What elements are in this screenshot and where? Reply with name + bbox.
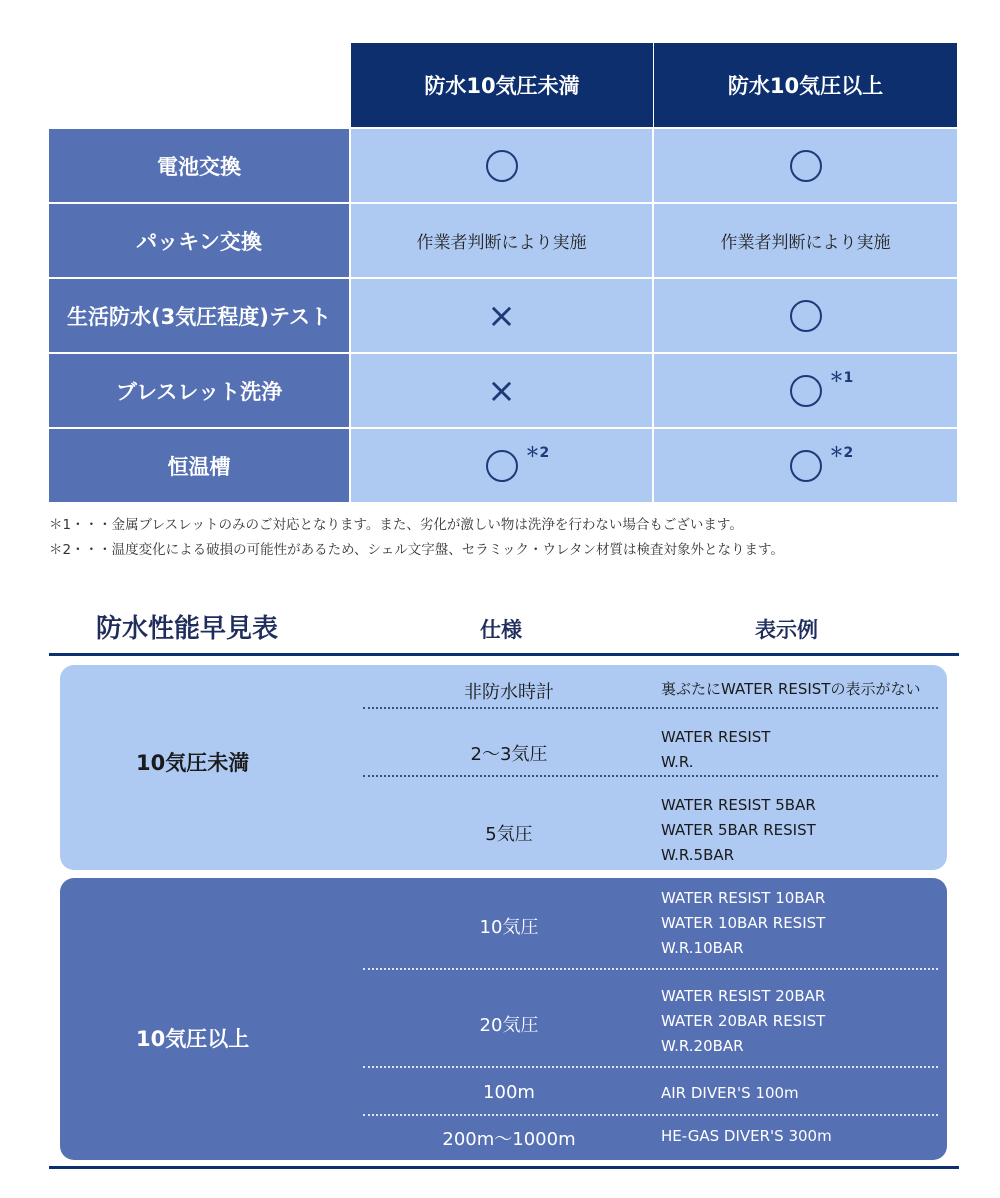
circle-mark-icon	[486, 444, 550, 482]
group-label: 10気圧以上	[136, 1027, 250, 1051]
header-under-10atm: 防水10気圧未満	[351, 43, 654, 127]
dotted-divider	[363, 707, 938, 709]
header-over-10atm: 防水10気圧以上	[654, 43, 957, 127]
example-text: WATER 5BAR RESIST	[661, 821, 816, 839]
cross-mark-icon: ×	[487, 370, 516, 411]
example-text: AIR DIVER'S 100m	[661, 1084, 799, 1102]
circle-mark-icon	[790, 300, 822, 332]
example-text: W.R.10BAR	[661, 939, 744, 957]
cell-under	[351, 127, 654, 202]
cell-under	[351, 277, 654, 352]
column-header-example: 表示例	[755, 618, 818, 642]
example-list	[661, 793, 816, 868]
example-list	[661, 725, 770, 775]
example-text: W.R.	[661, 753, 694, 771]
dotted-divider	[363, 1114, 938, 1116]
group-under-10atm	[60, 665, 947, 870]
cell-text: 作業者判断により実施	[720, 233, 891, 253]
example-list	[661, 886, 825, 961]
footnote-1: ＊1・・・金属ブレスレットのみのご対応となります。また、劣化が激しい物は洗浄を行わない場合もございます。	[49, 517, 743, 533]
footnotes	[49, 513, 784, 563]
example-text: WATER RESIST 10BAR	[661, 889, 826, 907]
row-label: ブレスレット洗浄	[49, 352, 351, 427]
comparison-header-row	[49, 43, 957, 127]
footnote-marker: ＊2	[525, 444, 550, 461]
circle-mark-icon	[790, 150, 822, 182]
spec-row	[363, 1124, 938, 1150]
spec-value: 5気圧	[485, 824, 533, 845]
circle-mark-icon	[486, 150, 518, 182]
example-text: WATER RESIST	[661, 728, 771, 746]
example-list	[661, 1081, 799, 1106]
spec-value: 2〜3気圧	[470, 744, 548, 765]
comparison-row	[49, 352, 957, 427]
spec-row	[363, 984, 938, 1062]
example-text: WATER RESIST 20BAR	[661, 987, 826, 1005]
example-text: W.R.5BAR	[661, 846, 735, 864]
bottom-rule	[49, 1166, 959, 1169]
spec-value: 20気圧	[479, 1015, 539, 1036]
example-text: WATER RESIST 5BAR	[661, 796, 816, 814]
dotted-divider	[363, 968, 938, 970]
cell-over	[654, 202, 957, 277]
column-header-spec: 仕様	[480, 618, 522, 642]
cell-text: 作業者判断により実施	[416, 233, 587, 253]
row-label: 生活防水(3気圧程度)テスト	[49, 277, 351, 352]
spec-row	[363, 793, 938, 871]
header-corner	[49, 43, 351, 127]
cell-under	[351, 427, 654, 502]
spec-value: 非防水時計	[464, 682, 554, 703]
cell-over	[654, 127, 957, 202]
footnote-2: ＊2・・・温度変化による破損の可能性があるため、シェル文字盤、セラミック・ウレタン材質は検査対象外となります。	[49, 542, 784, 558]
footnote-marker: ＊1	[829, 369, 854, 386]
footnote-marker: ＊2	[829, 444, 854, 461]
example-text: WATER 10BAR RESIST	[661, 914, 826, 932]
comparison-row	[49, 427, 957, 502]
example-text: WATER 20BAR RESIST	[661, 1012, 826, 1030]
cross-mark-icon: ×	[487, 295, 516, 336]
cell-over	[654, 427, 957, 502]
circle-mark-icon	[790, 444, 854, 482]
example-text: 裏ぶたにWATER RESISTの表示がない	[661, 680, 921, 698]
spec-row	[363, 725, 938, 779]
cell-under	[351, 352, 654, 427]
row-label: 電池交換	[49, 127, 351, 202]
spec-row	[363, 677, 938, 703]
example-list	[661, 984, 825, 1059]
example-text: HE-GAS DIVER'S 300m	[661, 1127, 832, 1145]
cell-over	[654, 277, 957, 352]
comparison-row	[49, 202, 957, 277]
row-label: 恒温槽	[49, 427, 351, 502]
section-title: 防水性能早見表	[96, 614, 279, 644]
spec-row	[363, 1081, 938, 1107]
spec-value: 100m	[483, 1082, 535, 1103]
dotted-divider	[363, 775, 938, 777]
cell-under	[351, 202, 654, 277]
spec-value: 10気圧	[479, 917, 539, 938]
comparison-table	[49, 43, 957, 502]
top-rule	[49, 653, 959, 656]
spec-value: 200m〜1000m	[442, 1129, 576, 1150]
group-label: 10気圧未満	[136, 751, 250, 775]
example-list	[661, 1124, 832, 1149]
comparison-row	[49, 277, 957, 352]
circle-mark-icon	[790, 369, 854, 407]
group-over-10atm	[60, 878, 947, 1160]
spec-row	[363, 886, 938, 964]
dotted-divider	[363, 1066, 938, 1068]
cell-over	[654, 352, 957, 427]
example-list	[661, 677, 920, 702]
row-label: パッキン交換	[49, 202, 351, 277]
example-text: W.R.20BAR	[661, 1037, 744, 1055]
comparison-row	[49, 127, 957, 202]
